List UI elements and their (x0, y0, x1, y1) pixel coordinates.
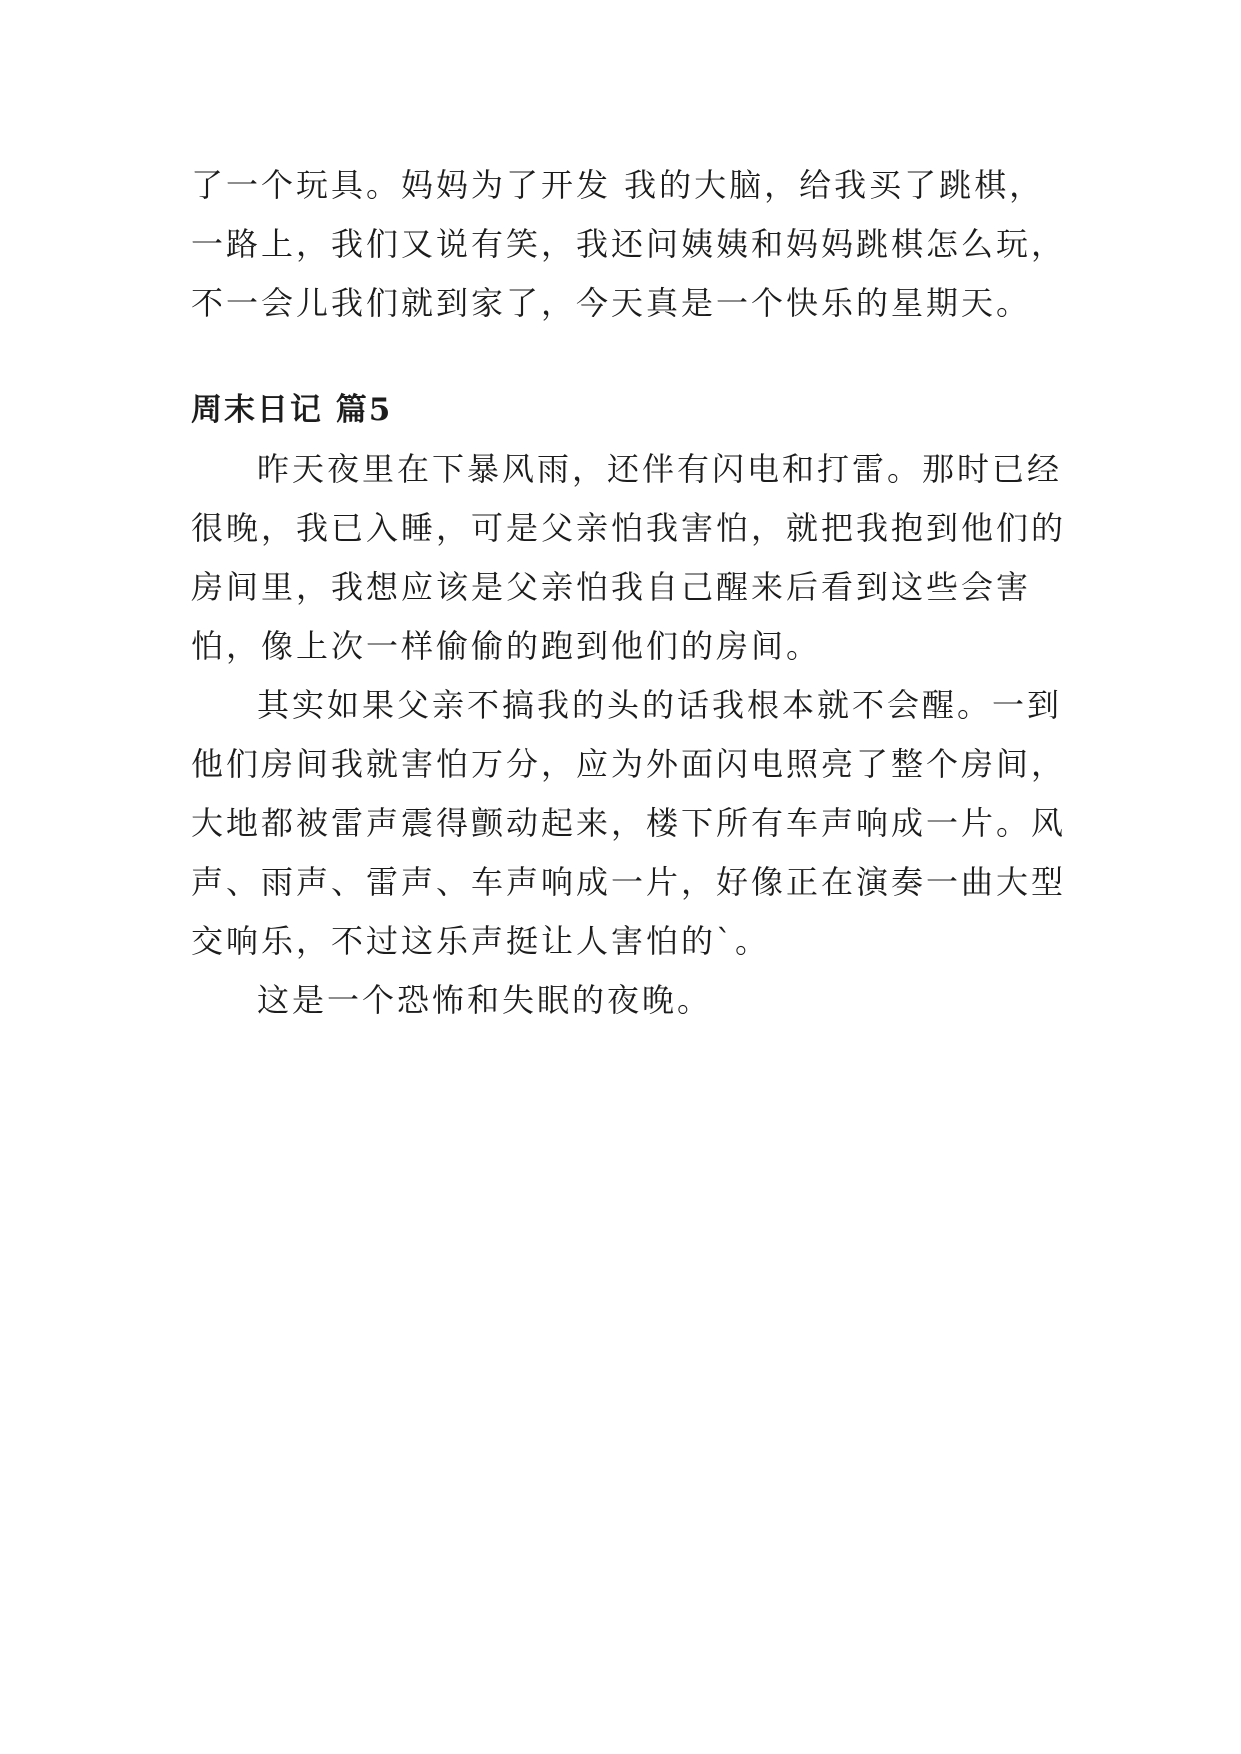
body-paragraph-1: 昨天夜里在下暴风雨，还伴有闪电和打雷。那时已经很晚，我已入睡，可是父亲怕我害怕，就把我抱到他们的房间里，我想应该是父亲怕我自己醒来后看到这些会害怕，像上次一样偷偷的跑到他们的房间。 (191, 450, 1067, 665)
intro-paragraph: 了一个玩具。妈妈为了开发 我的大脑，给我买了跳棋，一路上，我们又说有笑，我还问姨姨和妈妈跳棋怎么玩，不一会儿我们就到家了，今天真是一个快乐的星期天。 (191, 166, 1067, 322)
body-paragraph-2: 其实如果父亲不搞我的头的话我根本就不会醒。一到他们房间我就害怕万分，应为外面闪电照亮了整个房间，大地都被雷声震得颤动起来，楼下所有车声响成一片。风声、雨声、雷声、车声响成一片，好像正在演奏一曲大型交响乐，不过这乐声挺让人害怕的`。 (191, 686, 1067, 960)
body-paragraph-3: 这是一个恐怖和失眠的夜晚。 (257, 981, 713, 1019)
document-body (191, 156, 1066, 1030)
section-title: 周末日记 篇5 (191, 392, 393, 428)
